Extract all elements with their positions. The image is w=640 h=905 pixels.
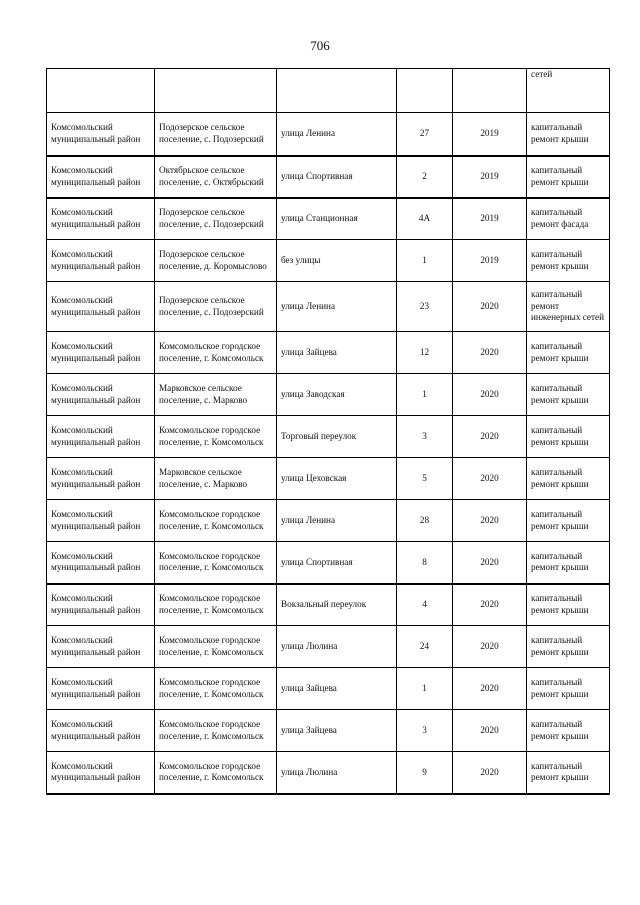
table-row [47, 416, 610, 458]
cell-street [277, 69, 397, 113]
cell-street: улица Люлина [277, 752, 397, 794]
cell-street: улица Зайцева [277, 332, 397, 374]
cell-settlement: Комсомольское городское поселение, г. Комсомольск [155, 752, 277, 794]
cell-street: улица Спортивная [277, 156, 397, 198]
cell-street: улица Цеховская [277, 458, 397, 500]
cell-settlement: Комсомольское городское поселение, г. Комсомольск [155, 542, 277, 584]
cell-year: 2020 [453, 542, 527, 584]
cell-work-type: капитальный ремонт фасада [527, 198, 610, 240]
cell-year: 2020 [453, 500, 527, 542]
cell-settlement: Подозерское сельское поселение, с. Подозерский [155, 198, 277, 240]
cell-house-number: 3 [397, 416, 453, 458]
cell-year: 2020 [453, 374, 527, 416]
cell-street: без улицы [277, 240, 397, 282]
cell-house-number: 9 [397, 752, 453, 794]
table-row [47, 458, 610, 500]
cell-house-number: 24 [397, 626, 453, 668]
table-row [47, 332, 610, 374]
cell-municipality: Комсомольский муниципальный район [47, 156, 155, 198]
cell-municipality: Комсомольский муниципальный район [47, 710, 155, 752]
cell-settlement: Марковское сельское поселение, с. Марково [155, 458, 277, 500]
cell-settlement: Комсомольское городское поселение, г. Комсомольск [155, 332, 277, 374]
cell-house-number: 4 [397, 584, 453, 626]
cell-settlement: Подозерское сельское поселение, с. Подозерский [155, 282, 277, 332]
housing-repair-table [46, 68, 610, 795]
table-row [47, 282, 610, 332]
table-row [47, 752, 610, 794]
cell-work-type: капитальный ремонт инженерных сетей [527, 282, 610, 332]
cell-year: 2020 [453, 584, 527, 626]
cell-settlement: Комсомольское городское поселение, г. Комсомольск [155, 584, 277, 626]
cell-house-number: 8 [397, 542, 453, 584]
cell-municipality: Комсомольский муниципальный район [47, 332, 155, 374]
cell-year: 2019 [453, 156, 527, 198]
page-number: 706 [310, 38, 330, 53]
table-body [47, 69, 610, 794]
table-row [47, 668, 610, 710]
cell-year: 2020 [453, 416, 527, 458]
table-row [47, 500, 610, 542]
cell-street: Торговый переулок [277, 416, 397, 458]
cell-year: 2019 [453, 240, 527, 282]
cell-municipality: Комсомольский муниципальный район [47, 240, 155, 282]
cell-year: 2020 [453, 332, 527, 374]
cell-municipality: Комсомольский муниципальный район [47, 626, 155, 668]
table-row [47, 156, 610, 198]
cell-work-type: капитальный ремонт крыши [527, 416, 610, 458]
cell-work-type: капитальный ремонт крыши [527, 710, 610, 752]
cell-year: 2019 [453, 198, 527, 240]
cell-municipality: Комсомольский муниципальный район [47, 668, 155, 710]
cell-house-number: 1 [397, 668, 453, 710]
cell-settlement: Подозерское сельское поселение, с. Подозерский [155, 113, 277, 156]
cell-work-type: капитальный ремонт крыши [527, 332, 610, 374]
cell-house-number: 3 [397, 710, 453, 752]
table-row [47, 626, 610, 668]
cell-work-type: капитальный ремонт крыши [527, 113, 610, 156]
cell-house-number: 28 [397, 500, 453, 542]
cell-municipality: Комсомольский муниципальный район [47, 374, 155, 416]
cell-house-number: 12 [397, 332, 453, 374]
cell-municipality: Комсомольский муниципальный район [47, 752, 155, 794]
cell-year: 2020 [453, 282, 527, 332]
table-row [47, 240, 610, 282]
cell-municipality: Комсомольский муниципальный район [47, 416, 155, 458]
cell-street: улица Зайцева [277, 710, 397, 752]
cell-work-type: капитальный ремонт крыши [527, 500, 610, 542]
cell-year: 2020 [453, 752, 527, 794]
cell-work-type: капитальный ремонт крыши [527, 584, 610, 626]
cell-house-number: 27 [397, 113, 453, 156]
table-row [47, 198, 610, 240]
cell-settlement: Комсомольское городское поселение, г. Комсомольск [155, 668, 277, 710]
cell-street: улица Станционная [277, 198, 397, 240]
cell-year: 2020 [453, 626, 527, 668]
cell-municipality: Комсомольский муниципальный район [47, 113, 155, 156]
cell-municipality: Комсомольский муниципальный район [47, 198, 155, 240]
cell-year: 2019 [453, 113, 527, 156]
cell-street: улица Спортивная [277, 542, 397, 584]
cell-house-number: 1 [397, 374, 453, 416]
cell-settlement: Комсомольское городское поселение, г. Комсомольск [155, 626, 277, 668]
table-row [47, 113, 610, 156]
table-row [47, 710, 610, 752]
cell-municipality: Комсомольский муниципальный район [47, 500, 155, 542]
cell-street: улица Ленина [277, 113, 397, 156]
cell-work-type: капитальный ремонт крыши [527, 752, 610, 794]
cell-municipality: Комсомольский муниципальный район [47, 542, 155, 584]
cell-work-type: капитальный ремонт крыши [527, 458, 610, 500]
table-row [47, 374, 610, 416]
cell-house-number: 2 [397, 156, 453, 198]
cell-year: 2020 [453, 458, 527, 500]
cell-work-type: капитальный ремонт крыши [527, 374, 610, 416]
cell-municipality: Комсомольский муниципальный район [47, 458, 155, 500]
cell-settlement: Комсомольское городское поселение, г. Комсомольск [155, 710, 277, 752]
cell-street: улица Ленина [277, 282, 397, 332]
cell-street: улица Ленина [277, 500, 397, 542]
cell-settlement [155, 69, 277, 113]
cell-work-type: капитальный ремонт крыши [527, 156, 610, 198]
cell-year [453, 69, 527, 113]
cell-settlement: Марковское сельское поселение, с. Марково [155, 374, 277, 416]
cell-street: улица Зайцева [277, 668, 397, 710]
cell-street: улица Люлина [277, 626, 397, 668]
cell-house-number: 4А [397, 198, 453, 240]
cell-settlement: Подозерское сельское поселение, д. Коромыслово [155, 240, 277, 282]
cell-work-type: капитальный ремонт крыши [527, 240, 610, 282]
table-row [47, 542, 610, 584]
cell-work-type: капитальный ремонт крыши [527, 668, 610, 710]
cell-work-type: капитальный ремонт крыши [527, 542, 610, 584]
cell-house-number: 5 [397, 458, 453, 500]
cell-street: улица Заводская [277, 374, 397, 416]
cell-street: Вокзальный переулок [277, 584, 397, 626]
cell-municipality: Комсомольский муниципальный район [47, 282, 155, 332]
cell-settlement: Комсомольское городское поселение, г. Комсомольск [155, 500, 277, 542]
cell-work-type: капитальный ремонт крыши [527, 626, 610, 668]
table-row-continuation [47, 69, 610, 113]
cell-house-number [397, 69, 453, 113]
table-row [47, 584, 610, 626]
cell-year: 2020 [453, 710, 527, 752]
cell-settlement: Октябрьское сельское поселение, с. Октябрьский [155, 156, 277, 198]
cell-municipality [47, 69, 155, 113]
cell-settlement: Комсомольское городское поселение, г. Комсомольск [155, 416, 277, 458]
cell-work-type: сетей [527, 69, 610, 113]
cell-house-number: 23 [397, 282, 453, 332]
cell-house-number: 1 [397, 240, 453, 282]
cell-municipality: Комсомольский муниципальный район [47, 584, 155, 626]
cell-year: 2020 [453, 668, 527, 710]
